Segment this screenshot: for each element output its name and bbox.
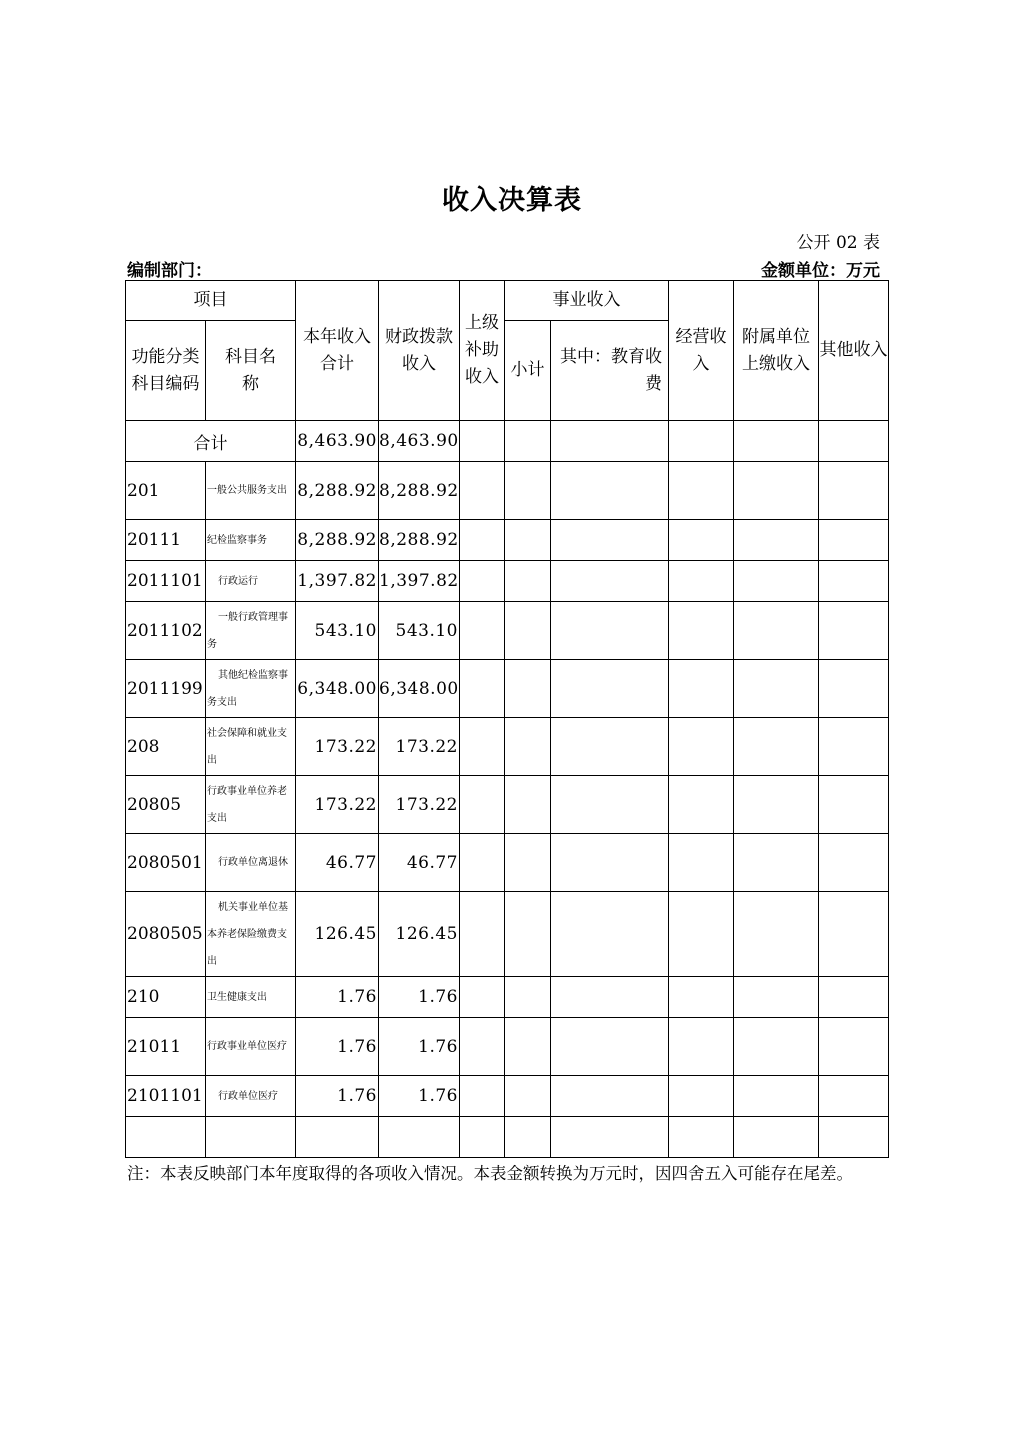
table-row bbox=[126, 1076, 889, 1117]
unit-label: 金额单位：万元 bbox=[761, 261, 880, 281]
form-code: 公开 02 表 bbox=[796, 233, 880, 253]
row-fiscal: 126.45 bbox=[379, 892, 460, 977]
row-annual: 173.22 bbox=[296, 718, 379, 776]
row-name: 行政运行 bbox=[206, 561, 296, 602]
table-row bbox=[126, 602, 889, 660]
row-fiscal: 1.76 bbox=[379, 1018, 460, 1076]
header-fiscal: 财政拨款收入 bbox=[379, 281, 460, 421]
row-fiscal: 46.77 bbox=[379, 834, 460, 892]
header-edu: 其中：教育收费 bbox=[551, 321, 669, 421]
row-code: 210 bbox=[126, 977, 206, 1018]
table-row bbox=[126, 834, 889, 892]
row-annual: 1.76 bbox=[296, 1018, 379, 1076]
row-annual: 1,397.82 bbox=[296, 561, 379, 602]
total-label: 合计 bbox=[126, 421, 296, 462]
row-name: 行政单位离退休 bbox=[206, 834, 296, 892]
row-name: 卫生健康支出 bbox=[206, 977, 296, 1018]
header-superior: 上级补助收入 bbox=[460, 281, 505, 421]
row-code: 2101101 bbox=[126, 1076, 206, 1117]
table-row bbox=[126, 718, 889, 776]
row-code: 20111 bbox=[126, 520, 206, 561]
total-fiscal: 8,463.90 bbox=[379, 421, 460, 462]
row-name: 行政单位医疗 bbox=[206, 1076, 296, 1117]
row-fiscal: 1,397.82 bbox=[379, 561, 460, 602]
table-row bbox=[126, 660, 889, 718]
row-name: 纪检监察事务 bbox=[206, 520, 296, 561]
page-title: 收入决算表 bbox=[442, 185, 582, 216]
row-name: 行政事业单位医疗 bbox=[206, 1018, 296, 1076]
row-code: 2011102 bbox=[126, 602, 206, 660]
row-annual: 543.10 bbox=[296, 602, 379, 660]
row-fiscal: 543.10 bbox=[379, 602, 460, 660]
row-annual: 1.76 bbox=[296, 1076, 379, 1117]
row-code: 2080501 bbox=[126, 834, 206, 892]
row-code: 201 bbox=[126, 462, 206, 520]
row-code: 21011 bbox=[126, 1018, 206, 1076]
table-row bbox=[126, 776, 889, 834]
row-annual: 8,288.92 bbox=[296, 520, 379, 561]
header-item: 项目 bbox=[126, 281, 296, 321]
total-annual: 8,463.90 bbox=[296, 421, 379, 462]
row-fiscal: 1.76 bbox=[379, 977, 460, 1018]
table-row bbox=[126, 892, 889, 977]
table-row bbox=[126, 561, 889, 602]
dept-label: 编制部门： bbox=[127, 261, 212, 281]
row-name: 一般公共服务支出 bbox=[206, 462, 296, 520]
row-name: 一般行政管理事务 bbox=[206, 602, 296, 660]
header-other: 其他收入 bbox=[819, 281, 889, 421]
row-code: 208 bbox=[126, 718, 206, 776]
footnote: 注：本表反映部门本年度取得的各项收入情况。本表金额转换为万元时，因四舍五入可能存在尾差。 bbox=[127, 1164, 853, 1183]
row-name: 机关事业单位基本养老保险缴费支出 bbox=[206, 892, 296, 977]
row-fiscal: 1.76 bbox=[379, 1076, 460, 1117]
row-annual: 46.77 bbox=[296, 834, 379, 892]
header-subject-name: 科目名称 bbox=[206, 321, 296, 421]
table-row bbox=[126, 520, 889, 561]
table-row bbox=[126, 1018, 889, 1076]
row-annual: 126.45 bbox=[296, 892, 379, 977]
row-code: 20805 bbox=[126, 776, 206, 834]
row-fiscal: 8,288.92 bbox=[379, 462, 460, 520]
header-affiliated: 附属单位上缴收入 bbox=[734, 281, 819, 421]
header-operating: 经营收入 bbox=[669, 281, 734, 421]
header-annual-total: 本年收入合计 bbox=[296, 281, 379, 421]
row-annual: 8,288.92 bbox=[296, 462, 379, 520]
header-business: 事业收入 bbox=[505, 281, 669, 321]
row-annual: 6,348.00 bbox=[296, 660, 379, 718]
row-name: 行政事业单位养老支出 bbox=[206, 776, 296, 834]
row-annual: 1.76 bbox=[296, 977, 379, 1018]
row-name: 社会保障和就业支出 bbox=[206, 718, 296, 776]
row-name: 其他纪检监察事务支出 bbox=[206, 660, 296, 718]
row-fiscal: 173.22 bbox=[379, 718, 460, 776]
row-fiscal: 6,348.00 bbox=[379, 660, 460, 718]
row-annual: 173.22 bbox=[296, 776, 379, 834]
table-row bbox=[126, 977, 889, 1018]
table-row-empty bbox=[126, 1117, 889, 1158]
header-func-code: 功能分类科目编码 bbox=[126, 321, 206, 421]
row-code: 2011199 bbox=[126, 660, 206, 718]
income-table bbox=[125, 280, 889, 1158]
header-subtotal: 小计 bbox=[505, 321, 551, 421]
row-fiscal: 173.22 bbox=[379, 776, 460, 834]
table-row bbox=[126, 462, 889, 520]
row-code: 2080505 bbox=[126, 892, 206, 977]
row-fiscal: 8,288.92 bbox=[379, 520, 460, 561]
table-row-total bbox=[126, 421, 889, 462]
row-code: 2011101 bbox=[126, 561, 206, 602]
